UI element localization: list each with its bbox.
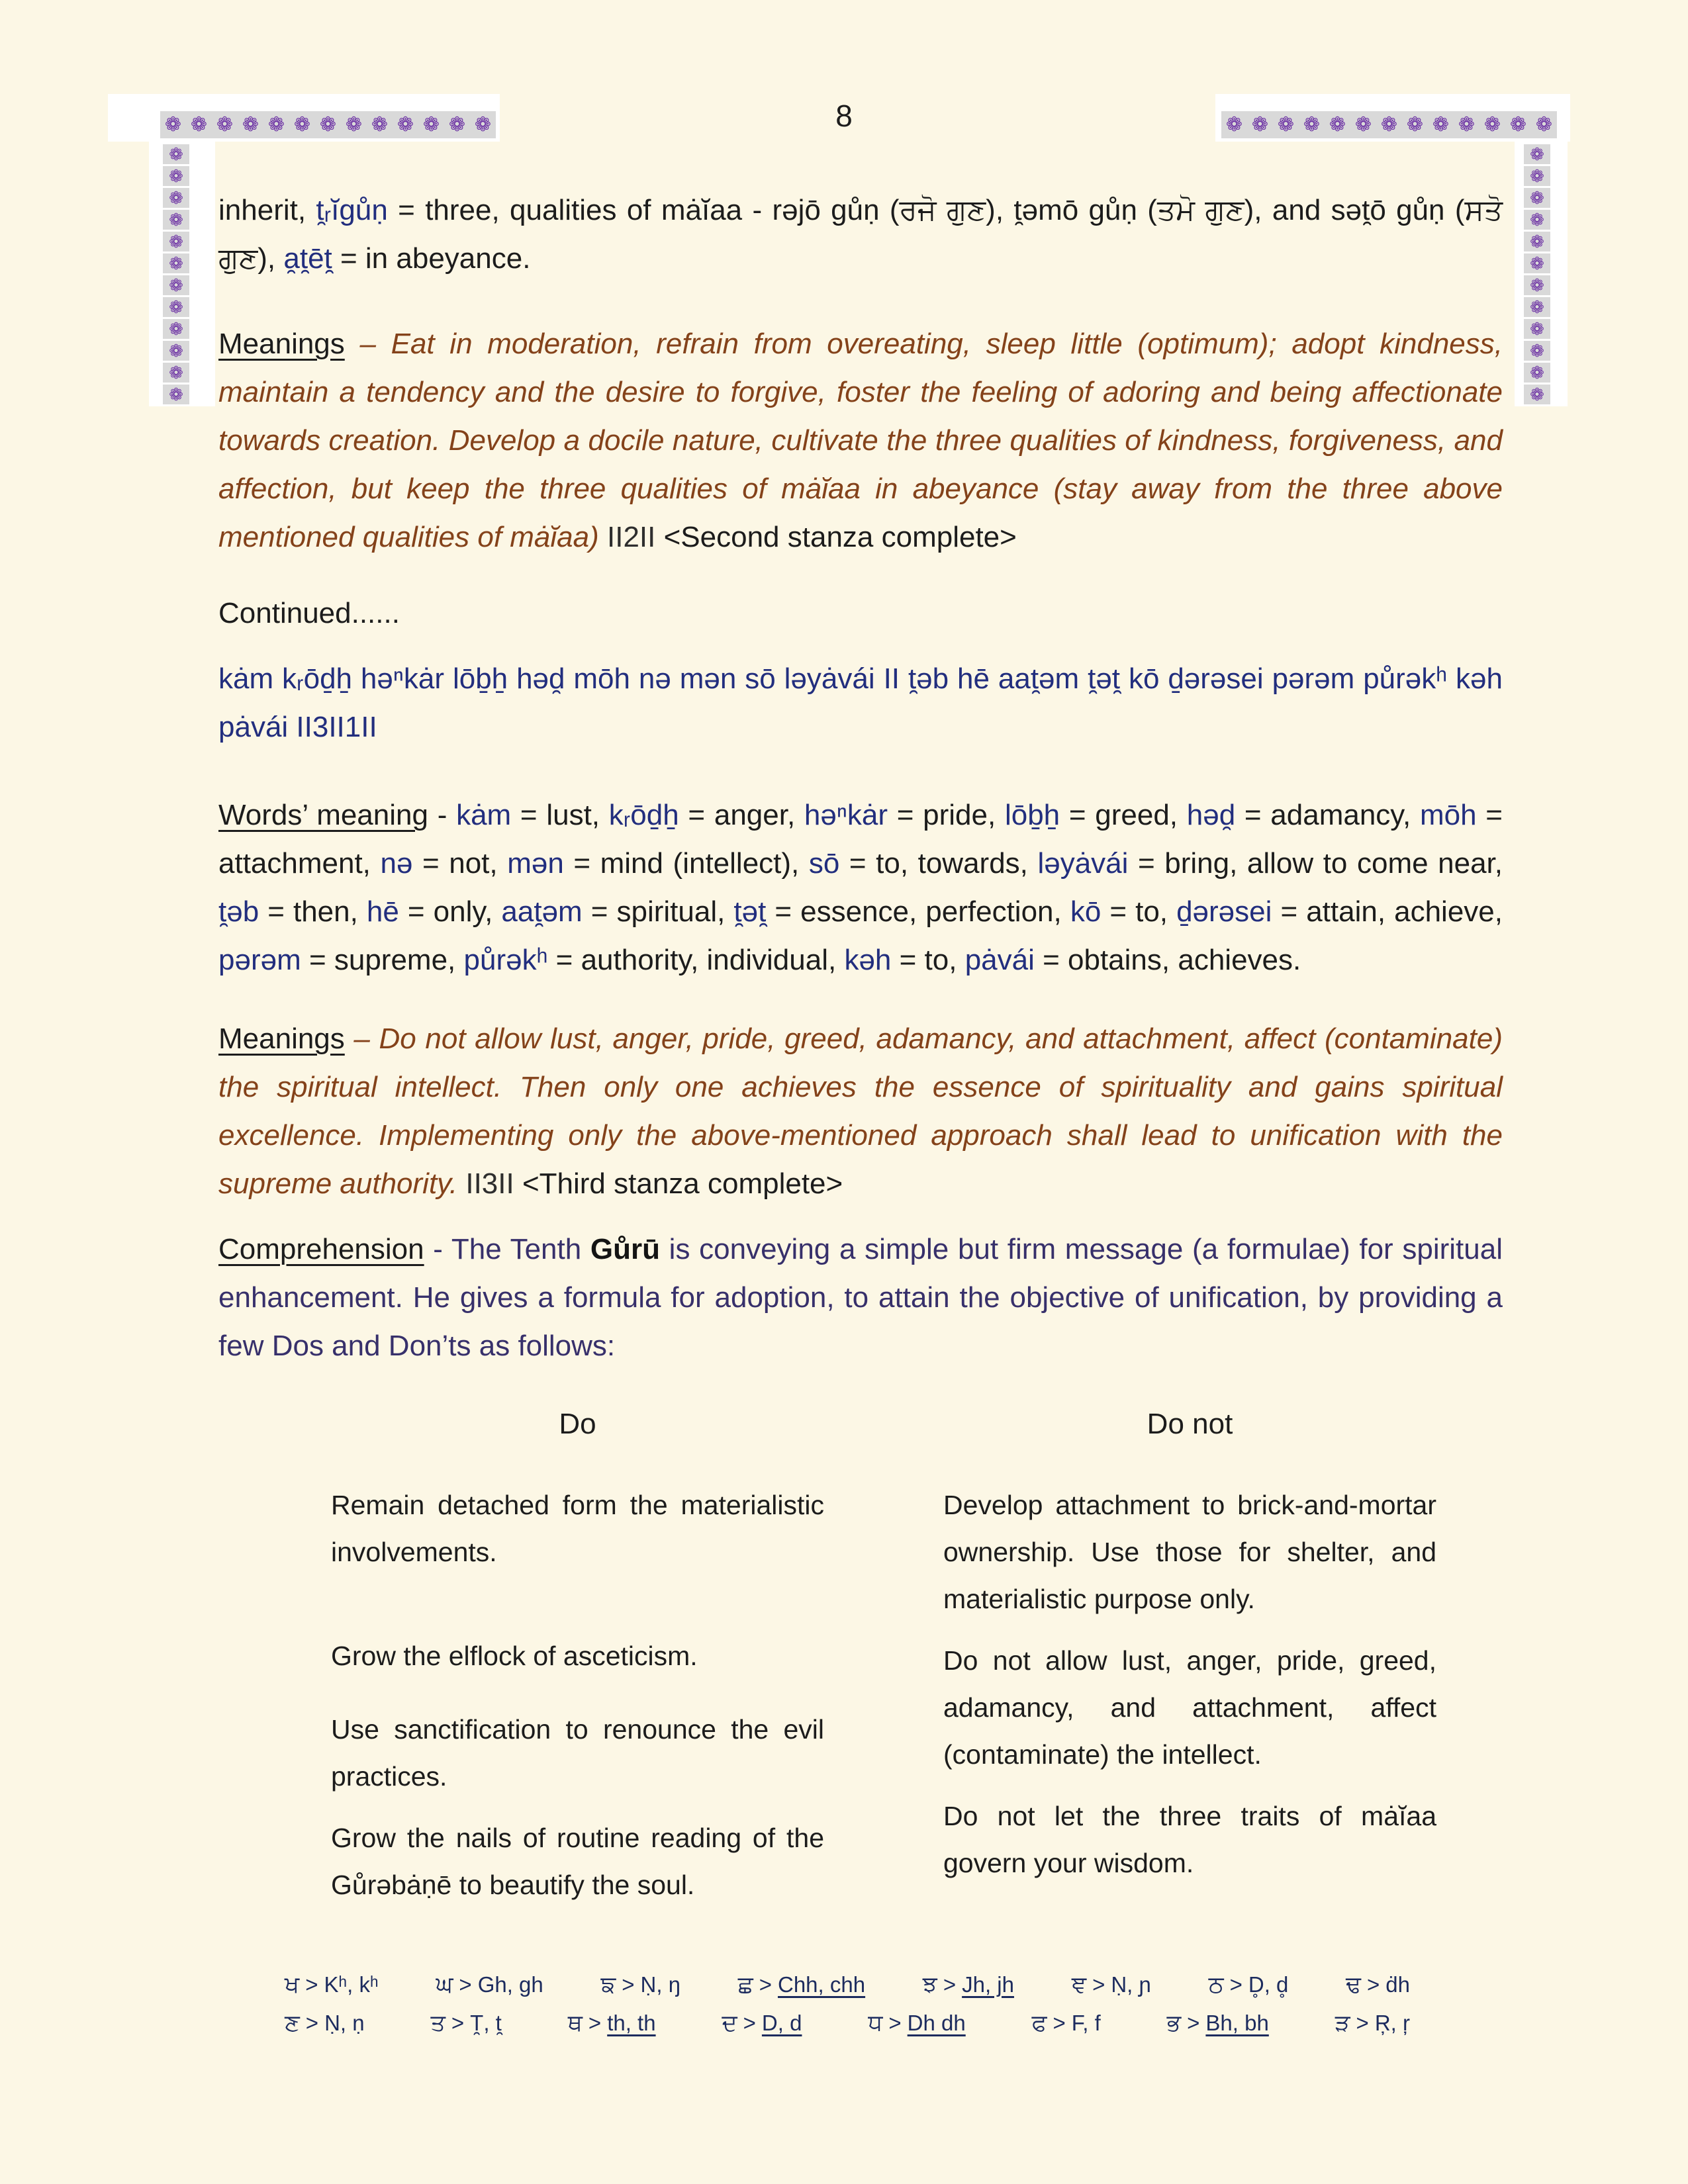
flower-icon: ❁ bbox=[418, 111, 444, 138]
text-segment: a̯t̯ēt̯ bbox=[283, 242, 332, 275]
text-segment: = spiritual, bbox=[582, 895, 734, 928]
dont-column-header: Do not bbox=[1147, 1408, 1233, 1440]
text-segment: – bbox=[344, 1023, 379, 1055]
dont-items bbox=[943, 1482, 1436, 1887]
dont-item: Do not allow lust, anger, pride, greed, adamancy, and attachment, affect (contaminate) the intellect. bbox=[943, 1645, 1436, 1770]
flower-icon: ❁ bbox=[1524, 319, 1550, 339]
flower-icon: ❁ bbox=[1524, 341, 1550, 361]
text-segment: = obtains, achieves. bbox=[1034, 944, 1301, 976]
text-segment: = supreme, bbox=[301, 944, 464, 976]
key-entry bbox=[923, 1970, 1014, 2000]
flower-icon: ❁ bbox=[163, 363, 189, 383]
flower-icon: ❁ bbox=[163, 385, 189, 404]
flower-icon: ❁ bbox=[1247, 111, 1273, 138]
roman-transliteration: T̯, t̯ bbox=[470, 2011, 502, 2035]
roman-transliteration: Dh dh bbox=[907, 2011, 966, 2035]
text-segment: həd̯ bbox=[1186, 799, 1236, 831]
flower-icon: ❁ bbox=[393, 111, 418, 138]
flower-icon: ❁ bbox=[1299, 111, 1325, 138]
roman-transliteration: Ṇ, ɲ bbox=[1111, 1972, 1151, 1997]
meanings-third-stanza-paragraph bbox=[218, 1015, 1503, 1208]
text-segment: = lust, bbox=[511, 799, 609, 831]
dos-donts-table bbox=[331, 1400, 1503, 1909]
dont-item: Do not let the three traits of mȧĭaa govern your wisdom. bbox=[943, 1801, 1436, 1878]
text-segment: kȧm kᵣōḏẖ həⁿkȧr lōḇẖ həd̯ mōh nə mən sō ləyȧvái II t̯əb hē aat̯əm t̯ət̯ kō ḏərəsei pərəm půrəkʰ kəh pȧvái II3II1II bbox=[218, 662, 1503, 743]
gurmukhi-letter: ਠ bbox=[1208, 1972, 1224, 1997]
flower-icon: ❁ bbox=[163, 210, 189, 230]
intro-paragraph bbox=[218, 186, 1503, 283]
roman-transliteration: Gh, gh bbox=[477, 1972, 543, 1997]
key-separator: > bbox=[1356, 2011, 1369, 2035]
text-segment: hē bbox=[366, 895, 399, 928]
text-segment: kō bbox=[1070, 895, 1102, 928]
flower-icon: ❁ bbox=[1524, 363, 1550, 383]
transliteration-key bbox=[285, 1970, 1410, 2038]
key-entry bbox=[1032, 2008, 1101, 2038]
key-entry bbox=[568, 2008, 656, 2038]
text-segment: Do not allow lust, anger, pride, greed, adamancy, and attachment, affect (contaminate) the spiritual intellect. Then only one achieves the essence of spirituality and gains spiritual excellence. Implementing only the above-mentioned approach shall lead to unification with the supreme authority. bbox=[218, 1023, 1503, 1200]
text-segment: půrəkʰ bbox=[463, 944, 548, 976]
key-entry bbox=[1209, 1970, 1289, 2000]
text-segment: is conveying a simple but firm message (a formulae) for spiritual enhancement. He gives a formula for adoption, to attain the objective of unification, by providing a few Dos and Don’ts as follows: bbox=[218, 1233, 1503, 1362]
roman-transliteration: Ŗ, ŗ bbox=[1374, 2011, 1410, 2035]
flower-icon: ❁ bbox=[1524, 144, 1550, 164]
do-item: Grow the nails of routine reading of the Gůrəbȧṇē to beautify the soul. bbox=[331, 1823, 824, 1900]
key-separator: > bbox=[459, 1972, 472, 1997]
text-segment: ləyȧvái bbox=[1037, 847, 1129, 880]
flower-icon: ❁ bbox=[1325, 111, 1350, 138]
flower-icon: ❁ bbox=[212, 111, 238, 138]
stanza-transliteration bbox=[218, 655, 1503, 751]
key-entry bbox=[285, 2008, 365, 2038]
key-separator: > bbox=[743, 2011, 756, 2035]
key-entry bbox=[1167, 2008, 1269, 2038]
flower-icon: ❁ bbox=[163, 144, 189, 164]
roman-transliteration: F, f bbox=[1071, 2011, 1101, 2035]
flower-icon: ❁ bbox=[238, 111, 263, 138]
text-segment: = then, bbox=[259, 895, 367, 928]
text-segment: = attain, achieve, bbox=[1272, 895, 1503, 928]
text-segment: mən bbox=[507, 847, 564, 880]
flower-icon: ❁ bbox=[1524, 166, 1550, 186]
flower-icon: ❁ bbox=[163, 166, 189, 186]
text-segment: ḏərəsei bbox=[1176, 895, 1272, 928]
flower-icon: ❁ bbox=[1524, 232, 1550, 251]
text-segment: pȧvái bbox=[964, 944, 1035, 976]
text-segment: Meanings bbox=[218, 1023, 345, 1055]
flower-icon: ❁ bbox=[1350, 111, 1376, 138]
key-entry bbox=[868, 2008, 965, 2038]
gurmukhi-letter: ਞ bbox=[1071, 1972, 1087, 1997]
meanings-second-stanza-paragraph bbox=[218, 320, 1503, 561]
text-segment: sō bbox=[808, 847, 840, 880]
text-segment: – bbox=[344, 328, 391, 360]
roman-transliteration: Chh, chh bbox=[777, 1972, 866, 1997]
text-segment: = in abeyance. bbox=[332, 242, 531, 275]
comprehension-paragraph bbox=[218, 1225, 1503, 1370]
gurmukhi-letter: ਙ bbox=[600, 1972, 616, 1997]
key-entry bbox=[430, 2008, 501, 2038]
do-item: Remain detached form the materialistic involvements. bbox=[331, 1490, 824, 1567]
words-meaning-paragraph bbox=[218, 791, 1503, 984]
flower-icon: ❁ bbox=[163, 341, 189, 361]
key-entry bbox=[1335, 2008, 1410, 2038]
text-segment: = attachment, bbox=[218, 799, 1503, 880]
flower-icon: ❁ bbox=[1524, 297, 1550, 317]
key-entry bbox=[1072, 1970, 1151, 2000]
flower-icon: ❁ bbox=[1505, 111, 1531, 138]
text-segment: kəh bbox=[844, 944, 892, 976]
text-segment: mōh bbox=[1419, 799, 1477, 831]
text-segment: <Third stanza complete> bbox=[522, 1167, 843, 1200]
flower-icon: ❁ bbox=[1531, 111, 1557, 138]
flower-icon: ❁ bbox=[1454, 111, 1479, 138]
gurmukhi-letter: ੜ bbox=[1335, 2010, 1350, 2036]
text-segment: kȧm bbox=[456, 799, 512, 831]
text-segment: Gůrū bbox=[590, 1233, 660, 1265]
roman-transliteration: Bh, bh bbox=[1205, 2011, 1269, 2035]
text-segment: nə bbox=[380, 847, 413, 880]
flower-icon: ❁ bbox=[263, 111, 289, 138]
gurmukhi-letter: ਖ bbox=[285, 1972, 300, 1997]
key-separator: > bbox=[759, 1972, 772, 1997]
key-separator: > bbox=[305, 2011, 319, 2035]
do-column-header: Do bbox=[559, 1408, 596, 1440]
flower-icon: ❁ bbox=[1221, 111, 1247, 138]
roman-transliteration: Jh, jh bbox=[962, 1972, 1014, 1997]
page-number: 8 bbox=[835, 99, 853, 133]
flower-icon: ❁ bbox=[1524, 385, 1550, 404]
do-column bbox=[331, 1400, 824, 1909]
gurmukhi-letter: ਝ bbox=[922, 1972, 937, 1997]
key-separator: > bbox=[1053, 2011, 1066, 2035]
text-segment: = bring, allow to come near, bbox=[1128, 847, 1503, 880]
flower-icon: ❁ bbox=[160, 111, 186, 138]
gurmukhi-letter: ਫ bbox=[1031, 2010, 1047, 2036]
text-segment: - bbox=[428, 799, 457, 831]
key-separator: > bbox=[451, 2011, 465, 2035]
flower-icon: ❁ bbox=[1273, 111, 1299, 138]
key-separator: > bbox=[888, 2011, 902, 2035]
key-entry bbox=[285, 1970, 379, 2000]
text-segment: t̯ᵣĭgůṇ bbox=[316, 194, 388, 226]
text-segment: t̯əb bbox=[218, 895, 259, 928]
key-separator: > bbox=[1092, 1972, 1105, 1997]
dont-item: Develop attachment to brick-and-mortar ownership. Use those for shelter, and materialistic purpose only. bbox=[943, 1490, 1436, 1614]
roman-transliteration: th, th bbox=[607, 2011, 656, 2035]
text-segment: = not, bbox=[412, 847, 508, 880]
text-segment: = essence, perfection, bbox=[766, 895, 1070, 928]
gurmukhi-letter: ਛ bbox=[737, 1972, 753, 1997]
flower-icon: ❁ bbox=[1524, 210, 1550, 230]
flower-icon: ❁ bbox=[163, 319, 189, 339]
key-separator: > bbox=[588, 2011, 602, 2035]
flower-icon: ❁ bbox=[315, 111, 341, 138]
text-segment: Meanings bbox=[218, 328, 345, 360]
flower-icon: ❁ bbox=[163, 253, 189, 273]
flower-icon: ❁ bbox=[1524, 275, 1550, 295]
roman-transliteration: Kʰ, kʰ bbox=[324, 1972, 379, 1997]
text-segment: Comprehension bbox=[218, 1233, 424, 1265]
text-segment: = mind (intellect), bbox=[563, 847, 809, 880]
gurmukhi-letter: ਣ bbox=[285, 2010, 300, 2036]
text-segment: inherit, bbox=[218, 194, 316, 226]
text-segment: kᵣōḏẖ bbox=[608, 799, 679, 831]
flower-icon: ❁ bbox=[163, 232, 189, 251]
do-items bbox=[331, 1482, 824, 1909]
gurmukhi-letter: ਦ bbox=[722, 2010, 737, 2036]
text-segment: = pride, bbox=[888, 799, 1005, 831]
flower-icon: ❁ bbox=[1402, 111, 1428, 138]
flower-icon: ❁ bbox=[1479, 111, 1505, 138]
text-segment: <Second stanza complete> bbox=[663, 521, 1017, 553]
text-segment: II2II bbox=[607, 521, 664, 553]
key-entry bbox=[436, 1970, 543, 2000]
flower-icon: ❁ bbox=[470, 111, 496, 138]
page-content bbox=[218, 186, 1503, 2046]
text-segment: = anger, bbox=[679, 799, 804, 831]
key-entry bbox=[1346, 1970, 1410, 2000]
flower-icon: ❁ bbox=[341, 111, 367, 138]
gurmukhi-letter: ਘ bbox=[436, 1972, 453, 1997]
text-segment: Eat in moderation, refrain from overeating, sleep little (optimum); adopt kindness, maintain a tendency and the desire to forgive, foster the feeling of adoring and being affectionate towards creation. Develop a docile nature, cultivate the three qualities of kindness, forgiveness, and affection, but keep the three qualities of mȧĭaa in abeyance (stay away from the three above mentioned qualities of mȧĭaa) bbox=[218, 328, 1503, 553]
text-segment: Words’ meaning bbox=[218, 799, 428, 831]
text-segment: lōḇẖ bbox=[1004, 799, 1060, 831]
key-separator: > bbox=[943, 1972, 957, 1997]
flower-icon: ❁ bbox=[1524, 188, 1550, 208]
text-segment: aat̯əm bbox=[501, 895, 583, 928]
flower-icon: ❁ bbox=[163, 275, 189, 295]
roman-transliteration: D, d bbox=[761, 2011, 802, 2035]
gurmukhi-letter: ਥ bbox=[567, 2010, 583, 2036]
key-entry bbox=[600, 1970, 680, 2000]
text-segment: t̯ət̯ bbox=[733, 895, 767, 928]
key-separator: > bbox=[1229, 1972, 1243, 1997]
transliteration-key-row-2 bbox=[285, 2008, 1410, 2038]
key-entry bbox=[738, 1970, 865, 2000]
key-separator: > bbox=[1366, 1972, 1380, 1997]
text-segment: - The Tenth bbox=[424, 1233, 590, 1265]
roman-transliteration: ḋh bbox=[1385, 1972, 1410, 1997]
text-segment: həⁿkȧr bbox=[804, 799, 888, 831]
text-segment: = to, bbox=[891, 944, 965, 976]
key-separator: > bbox=[305, 1972, 318, 1997]
flower-icon: ❁ bbox=[1376, 111, 1402, 138]
text-segment: = authority, individual, bbox=[547, 944, 845, 976]
flower-icon: ❁ bbox=[163, 188, 189, 208]
transliteration-key-row-1 bbox=[285, 1970, 1410, 2000]
do-item: Use sanctification to renounce the evil practices. bbox=[331, 1714, 824, 1792]
flower-border-right bbox=[1524, 144, 1550, 404]
key-separator: > bbox=[1187, 2011, 1200, 2035]
roman-transliteration: Ṇ, ŋ bbox=[640, 1972, 681, 1997]
gurmukhi-letter: ਢ bbox=[1346, 1972, 1361, 1997]
key-entry bbox=[722, 2008, 802, 2038]
text-segment: II3II bbox=[465, 1167, 522, 1200]
gurmukhi-letter: ਤ bbox=[430, 2010, 445, 2036]
text-segment: = to, bbox=[1101, 895, 1177, 928]
text-segment: = adamancy, bbox=[1235, 799, 1420, 831]
flower-icon: ❁ bbox=[367, 111, 393, 138]
gurmukhi-letter: ਭ bbox=[1166, 2010, 1182, 2036]
key-separator: > bbox=[622, 1972, 635, 1997]
text-segment: = to, towards, bbox=[839, 847, 1038, 880]
roman-transliteration: D̥, d̥ bbox=[1248, 1972, 1289, 1997]
gurmukhi-letter: ਧ bbox=[868, 2010, 883, 2036]
flower-border-left bbox=[163, 144, 189, 404]
flower-icon: ❁ bbox=[444, 111, 470, 138]
text-segment: = three, qualities of mȧĭaa - rəjō gůṇ (ਰਜੋ ਗੁਣ), t̯əmō gůṇ (ਤਮੋ ਗੁਣ), and sət̯ō gůṇ (ਸਤੋ ਗੁਣ), bbox=[218, 194, 1503, 275]
dont-column bbox=[943, 1400, 1436, 1909]
roman-transliteration: Ṇ, ṇ bbox=[324, 2011, 365, 2035]
flower-icon: ❁ bbox=[1428, 111, 1454, 138]
flower-icon: ❁ bbox=[163, 297, 189, 317]
text-segment: = only, bbox=[399, 895, 502, 928]
flower-icon: ❁ bbox=[289, 111, 315, 138]
do-item: Grow the elflock of asceticism. bbox=[331, 1641, 698, 1671]
flower-icon: ❁ bbox=[186, 111, 212, 138]
text-segment: pərəm bbox=[218, 944, 301, 976]
text-segment: = greed, bbox=[1060, 799, 1187, 831]
continued-line: Continued...... bbox=[218, 597, 400, 629]
flower-icon: ❁ bbox=[1524, 253, 1550, 273]
